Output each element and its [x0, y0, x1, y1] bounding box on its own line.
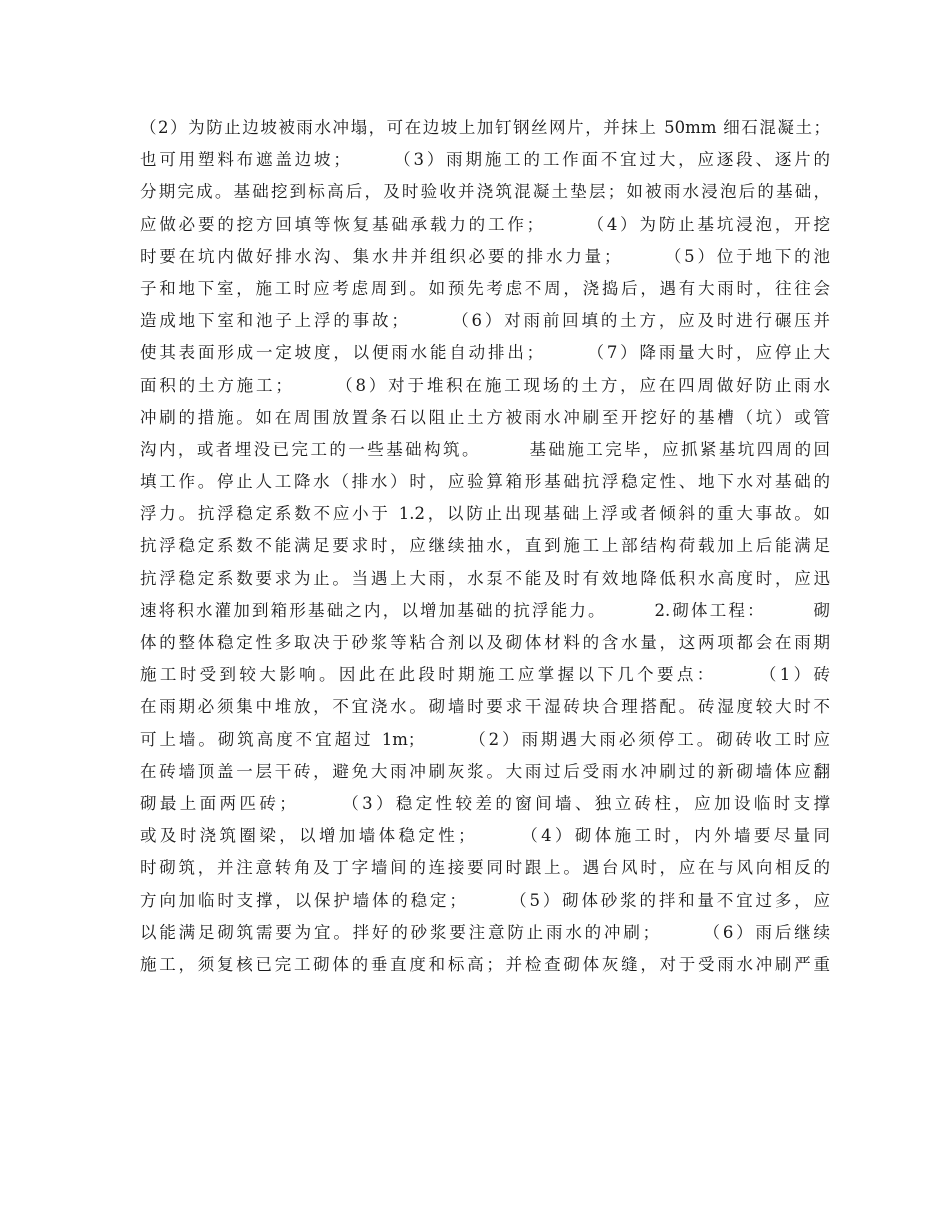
text-line: 冲刷的措施。如在周围放置条石以阻止土方被雨水冲刷至开挖好的基槽（坑）或管	[140, 407, 830, 427]
text-line: 砌最上面两匹砖； （3）稳定性较差的窗间墙、独立砖柱，应加设临时支撑	[140, 793, 830, 813]
text-line: 时要在坑内做好排水沟、集水井并组织必要的排水力量； （5）位于地下的池	[140, 246, 830, 266]
text-line: 抗浮稳定系数要求为止。当遇上大雨，水泵不能及时有效地降低积水高度时，应迅	[140, 568, 830, 588]
text-line: 分期完成。基础挖到标高后，及时验收并浇筑混凝土垫层；如被雨水浸泡后的基础，	[140, 182, 830, 202]
text-line: 面积的土方施工； （8）对于堆积在施工现场的土方，应在四周做好防止雨水	[140, 375, 830, 395]
body-text	[140, 112, 830, 981]
text-line: 速将积水灌加到箱形基础之内，以增加基础的抗浮能力。 2.砌体工程： 砌	[140, 600, 830, 620]
text-line: 施工，须复核已完工砌体的垂直度和标高；并检查砌体灰缝，对于受雨水冲刷严重	[140, 954, 830, 974]
text-line: 可上墙。砌筑高度不宜超过 1m； （2）雨期遇大雨必须停工。砌砖收工时应	[140, 729, 830, 749]
text-line: 抗浮稳定系数不能满足要求时，应继续抽水，直到施工上部结构荷载加上后能满足	[140, 536, 830, 556]
text-line: 子和地下室，施工时应考虑周到。如预先考虑不周，浇捣后，遇有大雨时，往往会	[140, 278, 830, 298]
text-line: 造成地下室和池子上浮的事故； （6）对雨前回填的土方，应及时进行碾压并	[140, 311, 830, 331]
text-line: 填工作。停止人工降水（排水）时，应验算箱形基础抗浮稳定性、地下水对基础的	[140, 472, 830, 492]
text-line: 使其表面形成一定坡度，以便雨水能自动排出； （7）降雨量大时，应停止大	[140, 343, 830, 363]
text-line: 方向加临时支撑，以保护墙体的稳定； （5）砌体砂浆的拌和量不宜过多，应	[140, 890, 830, 910]
text-line: 施工时受到较大影响。因此在此段时期施工应掌握以下几个要点： （1）砖	[140, 665, 830, 685]
text-line: 应做必要的挖方回填等恢复基础承载力的工作； （4）为防止基坑浸泡，开挖	[140, 214, 830, 234]
text-line: 也可用塑料布遮盖边坡； （3）雨期施工的工作面不宜过大，应逐段、逐片的	[140, 150, 830, 170]
text-line: 沟内，或者埋没已完工的一些基础构筑。 基础施工完毕，应抓紧基坑四周的回	[140, 439, 830, 459]
text-line: 在雨期必须集中堆放，不宜浇水。砌墙时要求干湿砖块合理搭配。砖湿度较大时不	[140, 697, 830, 717]
text-line: 或及时浇筑圈梁，以增加墙体稳定性； （4）砌体施工时，内外墙要尽量同	[140, 826, 830, 846]
text-line: 浮力。抗浮稳定系数不应小于 1.2，以防止出现基础上浮或者倾斜的重大事故。如	[140, 504, 830, 524]
text-line: 体的整体稳定性多取决于砂浆等粘合剂以及砌体材料的含水量，这两项都会在雨期	[140, 633, 830, 652]
text-line: 时砌筑，并注意转角及丁字墙间的连接要同时跟上。遇台风时，应在与风向相反的	[140, 858, 830, 878]
text-line: 在砖墙顶盖一层干砖，避免大雨冲刷灰浆。大雨过后受雨水冲刷过的新砌墙体应翻	[140, 761, 830, 781]
text-line: 以能满足砌筑需要为宜。拌好的砂浆要注意防止雨水的冲刷； （6）雨后继续	[140, 922, 830, 942]
text-line: （2）为防止边坡被雨水冲塌，可在边坡上加钉钢丝网片，并抹上 50mm 细石混凝土；	[140, 118, 830, 137]
